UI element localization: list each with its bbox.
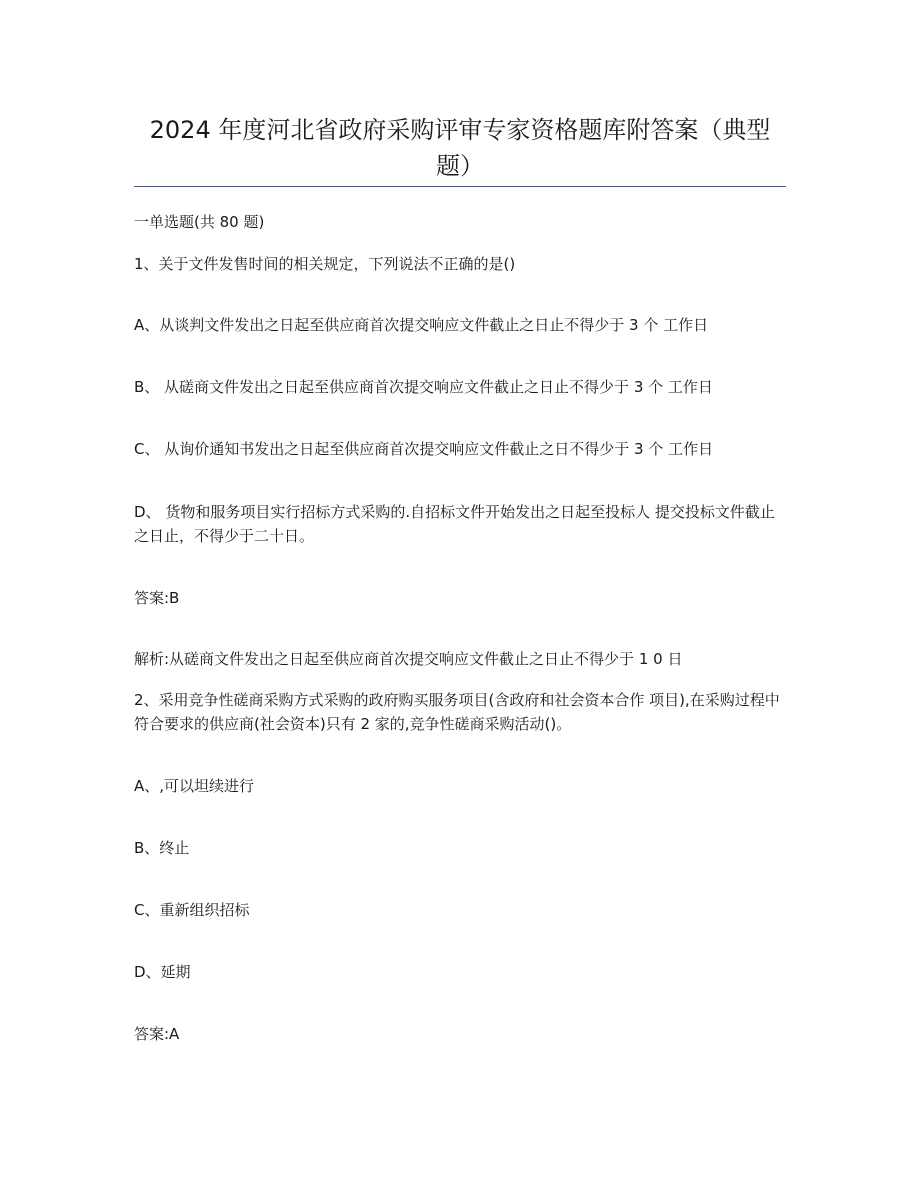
title-divider [134,186,786,187]
question-2-option-a: A、,可以坦续进行 [134,777,255,795]
question-1-option-b: B、 从磋商文件发出之日起至供应商首次提交响应文件截止之日止不得少于 3 个 工作日 [134,378,713,396]
question-1-answer: 答案:B [134,589,180,607]
question-2-stem: 2、采用竞争性磋商采购方式采购的政府购买服务项目(含政府和社会资本合作 项目),在采购过程中符合要求的供应商(社会资本)只有 2 家的,竞争性磋商采购活动()。 [134,691,780,733]
question-2-option-c: C、重新组织招标 [134,901,250,919]
question-2-option-d: D、延期 [134,963,191,981]
page-title: 2024 年度河北省政府采购评审专家资格题库附答案（典型题） [149,116,771,180]
question-1-analysis: 解析:从磋商文件发出之日起至供应商首次提交响应文件截止之日止不得少于 1 0 日 [134,650,683,668]
question-2-answer: 答案:A [134,1025,180,1043]
section-header: 一单选题(共 80 题) [134,213,265,231]
question-1-option-d: D、 货物和服务项目实行招标方式采购的.自招标文件开始发出之日起至投标人 提交投标文件截止之日止，不得少于二十日。 [134,503,775,545]
question-1-stem: 1、关于文件发售时间的相关规定，下列说法不正确的是() [134,255,516,273]
question-2-option-b: B、终止 [134,839,190,857]
question-1-option-a: A、从谈判文件发出之日起至供应商首次提交响应文件截止之日止不得少于 3 个 工作日 [134,316,709,334]
question-1-option-c: C、 从询价通知书发出之日起至供应商首次提交响应文件截止之日不得少于 3 个 工作日 [134,440,714,458]
